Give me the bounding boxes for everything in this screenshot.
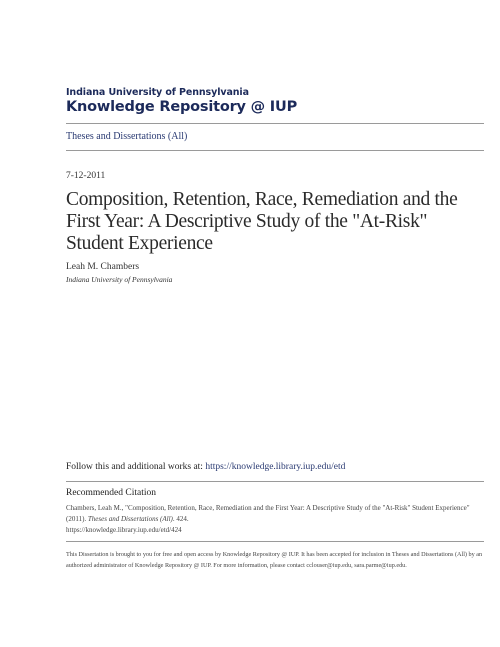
contact-email-2[interactable]: sara.parme@iup.edu — [354, 562, 406, 569]
divider — [66, 541, 484, 542]
citation-body: Chambers, Leah M., "Composition, Retention, Race, Remediation and the First Year: A Descriptive Study of the "At-Risk" Student Experience" (2011). — [66, 504, 470, 523]
citation-heading: Recommended Citation — [66, 488, 156, 498]
citation-series: Theses and Dissertations (All) — [87, 515, 173, 523]
institution-name: Indiana University of Pennsylvania — [66, 87, 249, 98]
citation-number: . 424. — [172, 515, 189, 523]
document-title: Composition, Retention, Race, Remediation and the First Year: A Descriptive Study of the "At-Risk" Student Experience — [66, 189, 458, 254]
publication-date: 7-12-2011 — [66, 171, 106, 181]
notice-text: This Dissertation is brought to you for free and open access by Knowledge Repository @ IUP. It has been accepted for inclusion in Theses and Dissertations (All) by an authorized administrator of Knowledge Repository @ IUP. For more information, please contact — [66, 551, 483, 569]
collection-link[interactable]: Theses and Dissertations (All) — [66, 131, 188, 142]
follow-link[interactable]: https://knowledge.library.iup.edu/etd — [205, 462, 346, 472]
author-affiliation: Indiana University of Pennsylvania — [66, 275, 173, 284]
notice-end: . — [405, 562, 407, 569]
repository-name[interactable]: Knowledge Repository @ IUP — [66, 99, 297, 115]
access-notice — [66, 549, 486, 571]
repository-header — [66, 87, 297, 115]
author-name: Leah M. Chambers — [66, 262, 140, 272]
contact-email-1[interactable]: cclouser@iup.edu — [306, 562, 352, 569]
citation-url[interactable]: https://knowledge.library.iup.edu/etd/424 — [66, 526, 182, 534]
divider — [66, 150, 484, 151]
divider — [66, 481, 484, 482]
notice-separator: , — [351, 562, 355, 569]
divider — [66, 123, 484, 124]
citation-text — [66, 503, 486, 536]
follow-prefix: Follow this and additional works at: — [66, 462, 206, 472]
follow-line — [66, 462, 345, 472]
